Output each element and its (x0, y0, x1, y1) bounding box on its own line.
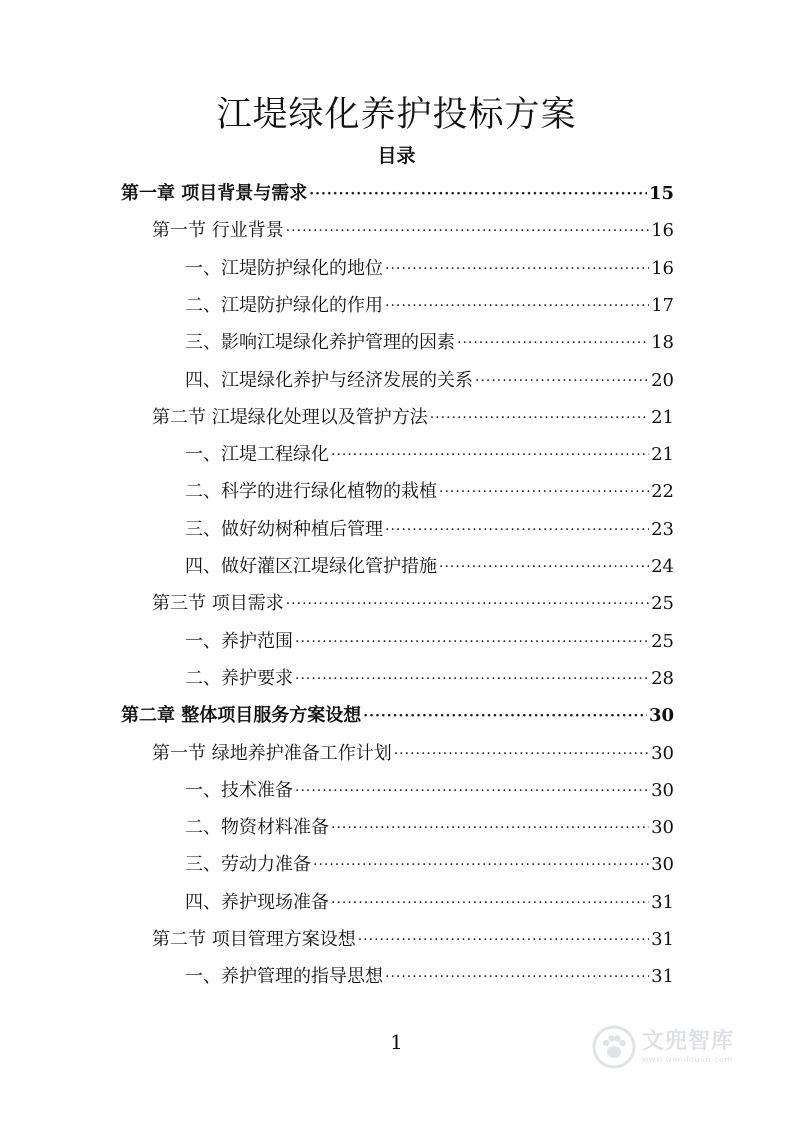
toc-entry-level3[interactable] (185, 623, 674, 660)
toc-entry-level3[interactable] (185, 884, 674, 921)
toc-leader-dots (358, 920, 649, 959)
toc-entry-level3[interactable] (185, 809, 674, 846)
toc-entry-label: 第三节 项目需求 (152, 593, 284, 615)
toc-leader-dots (439, 547, 649, 586)
toc-leader-dots (363, 696, 647, 735)
toc-entry-page: 21 (651, 406, 674, 428)
toc-entry-label: 第二节 江堤绿化处理以及管护方法 (152, 406, 428, 428)
toc-entry-page: 25 (651, 630, 674, 652)
toc-entry-level2[interactable] (152, 921, 674, 958)
toc-entry-label: 二、物资材料准备 (185, 817, 329, 839)
toc-entry-page: 20 (651, 369, 674, 391)
toc-leader-dots (385, 249, 649, 288)
toc-entry-page: 31 (651, 966, 674, 988)
toc-entry-page: 18 (651, 332, 674, 354)
toc-entry-page: 15 (648, 183, 674, 204)
toc-entry-level3[interactable] (185, 436, 674, 473)
watermark-name: 文兜智库 (642, 1028, 735, 1054)
toc-entry-page: 30 (651, 779, 674, 801)
toc-entry-level3[interactable] (185, 250, 674, 287)
toc-entry-level3[interactable] (185, 324, 674, 361)
toc-entry-label: 第一节 行业背景 (152, 220, 284, 242)
toc-entry-label: 三、做好幼树种植后管理 (185, 518, 383, 540)
toc-entry-label: 四、做好灌区江堤绿化管护措施 (185, 556, 437, 577)
toc-entry-level3[interactable] (185, 548, 674, 585)
toc-leader-dots (430, 398, 649, 437)
toc-entry-label: 三、影响江堤绿化养护管理的因素 (185, 332, 455, 354)
toc-leader-dots (475, 361, 649, 400)
toc-entry-level3[interactable] (185, 362, 674, 399)
toc-entry-level2[interactable] (152, 585, 674, 622)
toc-entry-label: 二、养护要求 (185, 667, 293, 689)
toc-entry-level3[interactable] (185, 473, 674, 510)
toc-entry-page: 25 (651, 593, 674, 615)
toc-entry-level3[interactable] (185, 958, 674, 995)
toc-heading: 目录 (377, 145, 416, 167)
toc-entry-level1[interactable] (121, 697, 674, 734)
toc-entry-page: 31 (651, 891, 674, 913)
toc-leader-dots (385, 957, 649, 996)
toc-leader-dots (394, 734, 649, 773)
paw-logo-icon (592, 1025, 636, 1069)
toc-entry-page: 31 (651, 929, 674, 950)
toc-entry-label: 四、养护现场准备 (185, 891, 329, 913)
toc-entry-label: 第二章 整体项目服务方案设想 (121, 705, 362, 727)
toc-entry-page: 16 (651, 220, 674, 242)
toc-entry-label: 一、养护范围 (185, 630, 293, 652)
watermark-url: www.wendoulib.com (642, 1054, 733, 1064)
toc-entry-label: 第一章 项目背景与需求 (121, 183, 308, 204)
toc-entry-level3[interactable] (185, 772, 674, 809)
toc-entry-page: 30 (651, 742, 674, 764)
toc-entry-page: 23 (651, 518, 674, 540)
toc-entry-label: 二、江堤防护绿化的作用 (185, 294, 383, 316)
toc-entry-page: 30 (651, 817, 674, 839)
toc-entry-level3[interactable] (185, 660, 674, 697)
toc-entry-page: 21 (651, 444, 674, 466)
toc-entry-label: 第二节 项目管理方案设想 (152, 929, 356, 950)
toc-entry-label: 二、科学的进行绿化植物的栽植 (185, 481, 437, 503)
toc-entry-page: 30 (651, 854, 674, 876)
toc-entry-page: 24 (651, 556, 674, 577)
toc-entry-page: 22 (651, 481, 674, 503)
toc-entry-page: 17 (651, 294, 674, 316)
toc-entry-page: 30 (648, 705, 674, 727)
toc-entry-page: 28 (651, 667, 674, 689)
toc-entry-level2[interactable] (152, 735, 674, 772)
toc-entry-label: 四、江堤绿化养护与经济发展的关系 (185, 369, 473, 391)
toc-leader-dots (286, 584, 649, 623)
toc-entry-label: 三、劳动力准备 (185, 854, 311, 876)
toc-entry-page: 16 (651, 257, 674, 279)
toc-leader-dots (313, 845, 649, 884)
toc-leader-dots (286, 211, 649, 250)
toc-leader-dots (331, 435, 649, 474)
toc-entry-level3[interactable] (185, 287, 674, 324)
toc-entry-level2[interactable] (152, 399, 674, 436)
toc-leader-dots (295, 771, 649, 810)
toc-leader-dots (295, 622, 649, 661)
toc-entry-label: 一、技术准备 (185, 779, 293, 801)
toc-entry-level1[interactable] (121, 175, 674, 212)
toc-leader-dots (439, 472, 649, 511)
toc-leader-dots (331, 808, 649, 847)
watermark (592, 1022, 752, 1072)
document-title: 江堤绿化养护投标方案 (216, 95, 577, 135)
toc-entry-level2[interactable] (152, 212, 674, 249)
toc-entry-label: 一、养护管理的指导思想 (185, 966, 383, 988)
toc-leader-dots (457, 323, 649, 362)
toc-leader-dots (385, 510, 649, 549)
toc-leader-dots (309, 174, 647, 213)
toc-entry-level3[interactable] (185, 846, 674, 883)
toc-leader-dots (385, 286, 649, 325)
toc-entry-label: 一、江堤工程绿化 (185, 444, 329, 466)
toc-leader-dots (331, 883, 649, 922)
page-number: 1 (390, 1030, 403, 1054)
toc-entry-label: 第一节 绿地养护准备工作计划 (152, 742, 392, 764)
toc-leader-dots (295, 659, 649, 698)
toc-entry-label: 一、江堤防护绿化的地位 (185, 257, 383, 279)
toc-entry-level3[interactable] (185, 511, 674, 548)
